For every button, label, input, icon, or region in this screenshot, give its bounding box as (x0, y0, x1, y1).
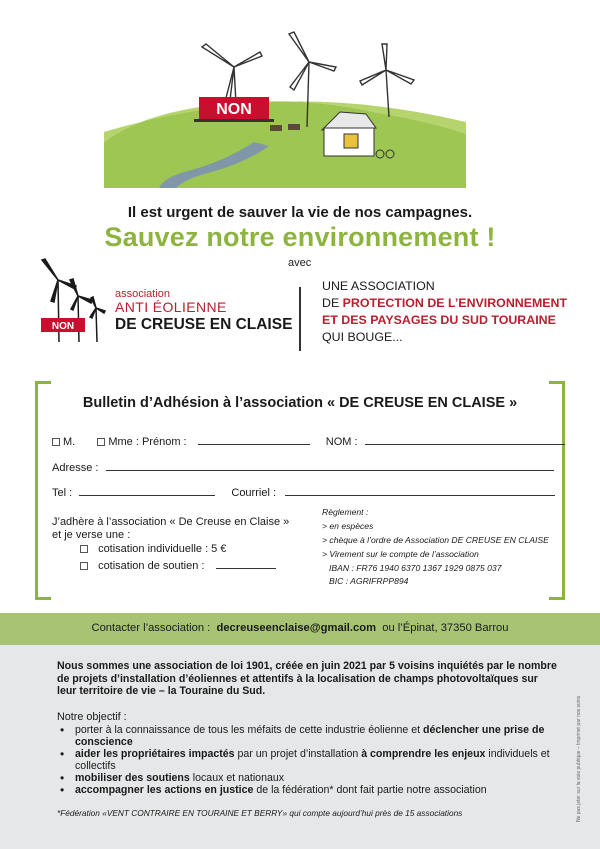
option-individuelle (80, 543, 226, 555)
objective-title: Notre objectif : (57, 711, 127, 723)
contact-email-link[interactable]: decreuseenclaise@gmail.com (216, 622, 377, 634)
checkbox-mme[interactable] (97, 438, 105, 446)
objective-list (57, 724, 557, 796)
logo-badge: NON (51, 321, 75, 332)
frame-corner (35, 381, 51, 384)
tel-label: Tel : (52, 487, 73, 499)
side-print-note: Ne pas jeter sur la voie publique – Imprimé par nos soins (576, 695, 582, 822)
list-item (57, 784, 557, 796)
logo-anti-eolienne: ANTI ÉOLIENNE (115, 299, 227, 315)
checkbox-m[interactable] (52, 438, 60, 446)
landscape-illustration (104, 22, 466, 188)
bullet-text: de la fédération* dont fait partie notre association (253, 784, 487, 796)
adresse-label: Adresse : (52, 462, 99, 474)
checkbox-individuelle[interactable] (80, 545, 88, 553)
wind-turbine-logo-icon (36, 258, 106, 344)
courriel-field[interactable] (285, 485, 555, 496)
avec-label: avec (288, 257, 312, 269)
logo-name: DE CREUSE EN CLAISE (115, 316, 293, 333)
bullet-bold: mobiliser des soutiens (75, 772, 190, 784)
reglement-item: > en espèces (322, 521, 374, 531)
reglement-item: > Virement sur le compte de l’association (322, 549, 479, 559)
non-sign-text: NON (216, 101, 252, 118)
soutien-amount-field[interactable] (216, 558, 276, 569)
about-line3: ET DES PAYSAGES DU SUD TOURAINE (322, 313, 556, 327)
divider (299, 287, 301, 351)
nom-label: NOM : (325, 436, 358, 448)
bullet-bold: à comprendre les enjeux (361, 748, 486, 760)
adresse-field[interactable] (106, 460, 554, 471)
headline: Sauvez notre environnement ! (104, 222, 496, 252)
contact-row (52, 485, 555, 499)
about-line2-plain: DE (322, 296, 343, 310)
nom-field[interactable] (365, 434, 565, 445)
form-title: Bulletin d’Adhésion à l’association « DE CREUSE EN CLAISE » (82, 395, 518, 411)
bullet-bold: accompagner les actions en justice (75, 784, 254, 796)
frame-corner (35, 597, 51, 600)
mme-label: Mme : Prénom : (108, 436, 187, 448)
list-item (57, 724, 557, 748)
reglement-title: Règlement : (322, 507, 369, 517)
adhere-line1: J’adhère à l’association « De Creuse en Claise » (52, 516, 290, 528)
frame-corner (549, 381, 565, 384)
bullet-text: locaux et nationaux (189, 772, 285, 784)
about-line4: QUI BOUGE... (322, 330, 403, 344)
list-item (57, 748, 557, 772)
tel-field[interactable] (79, 485, 215, 496)
bullet-text: porter à la connaissance de tous les méfaits de cette industrie éolienne et (75, 724, 424, 736)
contact-line (0, 622, 600, 634)
logo-association: association (115, 288, 171, 300)
prenom-field[interactable] (198, 434, 310, 445)
courriel-label: Courriel : (231, 487, 276, 499)
bic: BIC : AGRIFRPP894 (329, 576, 409, 586)
frame-corner (549, 597, 565, 600)
intro-paragraph: Nous sommes une association de loi 1901, créée en juin 2021 par 5 voisins inquiétés par le nombre de projets d’installation d’éoliennes et attentifs à la localisation de champs photovoltaïques sur leur territoire de vie – la Touraine du Sud. (57, 660, 557, 697)
tagline: Il est urgent de sauver la vie de nos campagnes. (127, 204, 473, 221)
option2-label: cotisation de soutien : (98, 560, 205, 572)
checkbox-soutien[interactable] (80, 562, 88, 570)
adhesion-block (52, 516, 289, 542)
name-row (52, 434, 565, 448)
bullet-bold: aider les propriétaires impactés (75, 748, 235, 760)
iban: IBAN : FR76 1940 6370 1367 1929 0875 037 (329, 563, 502, 573)
option-soutien (80, 558, 276, 572)
about-line2-red: PROTECTION DE L’ENVIRONNEMENT (342, 296, 568, 310)
option1-label: cotisation individuelle : 5 € (98, 543, 227, 555)
federation-footnote: *Fédération «VENT CONTRAIRE EN TOURAINE ET BERRY» qui compte aujourd’hui près de 15 associations (57, 808, 463, 818)
reglement-item: > chèque à l’ordre de Association DE CREUSE EN CLAISE (322, 535, 549, 545)
adresse-row (52, 460, 554, 474)
about-block (322, 278, 567, 346)
bullet-text: par un projet d’installation (234, 748, 362, 760)
m-label: M. (63, 436, 76, 448)
list-item (57, 772, 557, 784)
contact-address: ou l’Épinat, 37350 Barrou (382, 622, 509, 634)
about-line1: UNE ASSOCIATION (322, 279, 435, 293)
contact-prefix: Contacter l’association : (91, 622, 211, 634)
adhere-line2: et je verse une : (52, 529, 131, 541)
bullet-text: individuels et collectifs (75, 748, 550, 772)
bullet-bold: déclencher une prise de conscience (75, 724, 545, 748)
